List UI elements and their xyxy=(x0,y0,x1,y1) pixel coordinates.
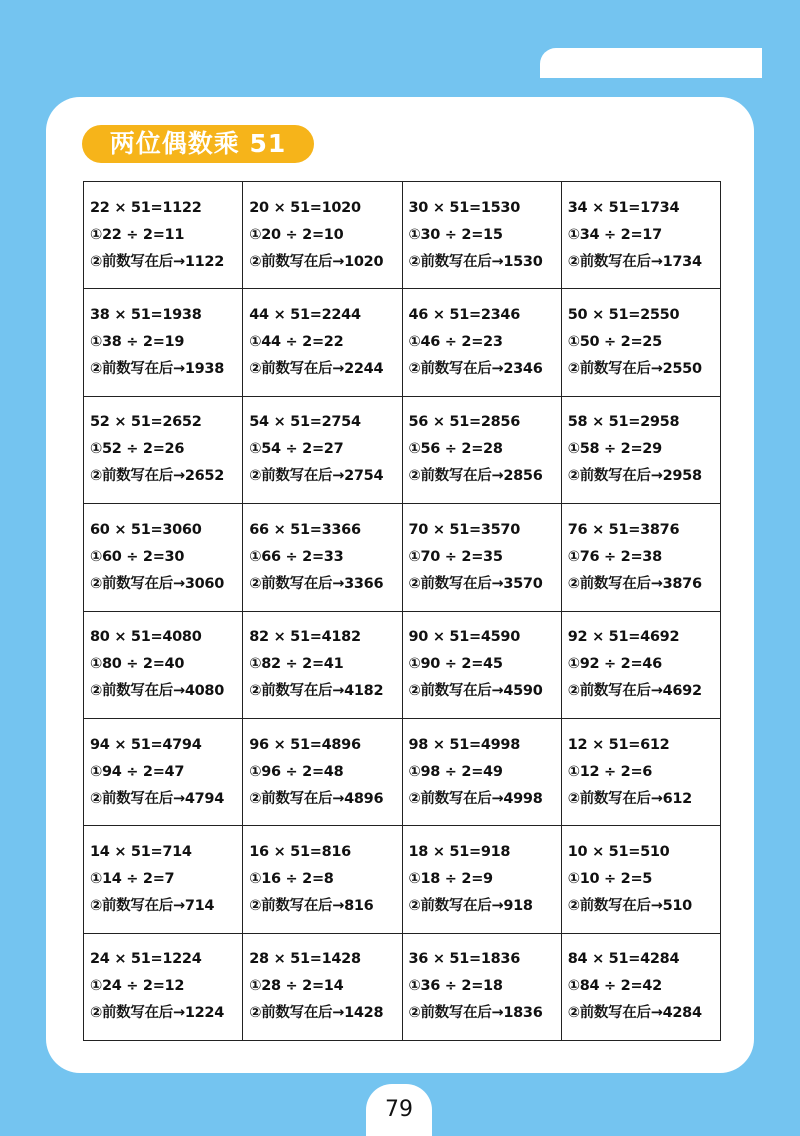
step-two-line: ②前数写在后→1224 xyxy=(90,1005,224,1022)
grid-row xyxy=(84,396,721,503)
page-number: 79 xyxy=(366,1084,432,1136)
step-one-line: ①66 ÷ 2=33 xyxy=(249,548,344,565)
step-one-line: ①46 ÷ 2=23 xyxy=(408,334,503,351)
step-two-line: ②前数写在后→4998 xyxy=(408,790,543,807)
step-one-line: ①44 ÷ 2=22 xyxy=(249,334,344,351)
top-tab-decoration xyxy=(540,48,762,78)
equation-line: 56 × 51=2856 xyxy=(408,414,521,431)
step-one-line: ①34 ÷ 2=17 xyxy=(567,226,662,243)
grid-cell xyxy=(243,396,402,503)
step-two-line: ②前数写在后→4692 xyxy=(567,683,702,700)
equation-line: 66 × 51=3366 xyxy=(249,521,361,538)
equation-line: 52 × 51=2652 xyxy=(90,414,202,431)
step-one-line: ①60 ÷ 2=30 xyxy=(90,548,185,565)
equation-line: 50 × 51=2550 xyxy=(567,307,680,324)
grid-cell xyxy=(561,182,720,289)
step-one-line: ①82 ÷ 2=41 xyxy=(249,656,344,673)
grid-cell xyxy=(243,182,402,289)
step-two-line: ②前数写在后→1122 xyxy=(90,253,224,270)
step-one-line: ①84 ÷ 2=42 xyxy=(567,978,662,995)
step-two-line: ②前数写在后→2550 xyxy=(567,361,702,378)
step-two-line: ②前数写在后→510 xyxy=(567,897,692,914)
step-two-line: ②前数写在后→612 xyxy=(567,790,692,807)
grid-cell xyxy=(84,826,243,933)
step-one-line: ①20 ÷ 2=10 xyxy=(249,226,344,243)
step-one-line: ①14 ÷ 2=7 xyxy=(90,870,175,887)
step-two-line: ②前数写在后→2244 xyxy=(249,361,384,378)
equation-line: 96 × 51=4896 xyxy=(249,736,361,753)
step-two-line: ②前数写在后→3060 xyxy=(90,575,224,592)
grid-cell xyxy=(243,933,402,1040)
grid-cell xyxy=(84,182,243,289)
step-two-line: ②前数写在后→1836 xyxy=(408,1005,543,1022)
grid-cell xyxy=(402,933,561,1040)
step-two-line: ②前数写在后→1020 xyxy=(249,253,384,270)
grid-cell xyxy=(402,826,561,933)
step-one-line: ①30 ÷ 2=15 xyxy=(408,226,503,243)
equation-line: 16 × 51=816 xyxy=(249,843,351,860)
step-one-line: ①90 ÷ 2=45 xyxy=(408,656,503,673)
grid-cell xyxy=(561,396,720,503)
grid-cell xyxy=(402,504,561,611)
step-two-line: ②前数写在后→4284 xyxy=(567,1005,702,1022)
grid-cell xyxy=(84,396,243,503)
equation-line: 60 × 51=3060 xyxy=(90,521,202,538)
step-one-line: ①94 ÷ 2=47 xyxy=(90,763,185,780)
step-two-line: ②前数写在后→918 xyxy=(408,897,533,914)
step-two-line: ②前数写在后→1428 xyxy=(249,1005,384,1022)
equation-line: 46 × 51=2346 xyxy=(408,307,521,324)
equation-line: 82 × 51=4182 xyxy=(249,629,361,646)
step-one-line: ①22 ÷ 2=11 xyxy=(90,226,185,243)
step-two-line: ②前数写在后→2856 xyxy=(408,468,543,485)
step-two-line: ②前数写在后→714 xyxy=(90,897,215,914)
step-one-line: ①52 ÷ 2=26 xyxy=(90,441,185,458)
grid-cell xyxy=(561,718,720,825)
equation-line: 18 × 51=918 xyxy=(408,843,511,860)
grid-cell xyxy=(84,289,243,396)
equation-line: 76 × 51=3876 xyxy=(567,521,680,538)
equation-line: 34 × 51=1734 xyxy=(567,199,680,216)
step-one-line: ①92 ÷ 2=46 xyxy=(567,656,662,673)
grid-row xyxy=(84,718,721,825)
step-one-line: ①18 ÷ 2=9 xyxy=(408,870,493,887)
grid-cell xyxy=(243,504,402,611)
grid-cell xyxy=(402,611,561,718)
equation-line: 94 × 51=4794 xyxy=(90,736,202,753)
step-one-line: ①96 ÷ 2=48 xyxy=(249,763,344,780)
grid-cell xyxy=(84,718,243,825)
step-one-line: ①28 ÷ 2=14 xyxy=(249,978,344,995)
step-two-line: ②前数写在后→3570 xyxy=(408,575,543,592)
equation-line: 54 × 51=2754 xyxy=(249,414,361,431)
step-one-line: ①10 ÷ 2=5 xyxy=(567,870,653,887)
grid-cell xyxy=(243,718,402,825)
grid-cell xyxy=(243,289,402,396)
grid-row xyxy=(84,182,721,289)
grid-cell xyxy=(84,933,243,1040)
step-two-line: ②前数写在后→4590 xyxy=(408,683,543,700)
equation-line: 90 × 51=4590 xyxy=(408,629,521,646)
step-two-line: ②前数写在后→4182 xyxy=(249,683,384,700)
page-title: 两位偶数乘 51 xyxy=(82,125,314,163)
grid-cell xyxy=(84,611,243,718)
step-two-line: ②前数写在后→2652 xyxy=(90,468,224,485)
equation-line: 84 × 51=4284 xyxy=(567,951,680,968)
equation-line: 10 × 51=510 xyxy=(567,843,670,860)
step-two-line: ②前数写在后→816 xyxy=(249,897,374,914)
grid-cell xyxy=(561,933,720,1040)
grid-cell xyxy=(84,504,243,611)
equation-line: 70 × 51=3570 xyxy=(408,521,521,538)
step-one-line: ①50 ÷ 2=25 xyxy=(567,334,662,351)
step-one-line: ①98 ÷ 2=49 xyxy=(408,763,503,780)
step-one-line: ①38 ÷ 2=19 xyxy=(90,334,185,351)
step-two-line: ②前数写在后→2958 xyxy=(567,468,702,485)
equation-line: 14 × 51=714 xyxy=(90,843,192,860)
grid-cell xyxy=(402,396,561,503)
equation-line: 24 × 51=1224 xyxy=(90,951,202,968)
step-two-line: ②前数写在后→2754 xyxy=(249,468,384,485)
step-one-line: ①36 ÷ 2=18 xyxy=(408,978,503,995)
grid-row xyxy=(84,289,721,396)
grid-cell xyxy=(561,826,720,933)
equation-line: 58 × 51=2958 xyxy=(567,414,680,431)
equation-line: 12 × 51=612 xyxy=(567,736,670,753)
grid-row xyxy=(84,933,721,1040)
equation-line: 20 × 51=1020 xyxy=(249,199,361,216)
grid-row xyxy=(84,504,721,611)
grid-row xyxy=(84,611,721,718)
grid-cell xyxy=(402,718,561,825)
equation-line: 44 × 51=2244 xyxy=(249,307,361,324)
equation-line: 28 × 51=1428 xyxy=(249,951,361,968)
step-two-line: ②前数写在后→3366 xyxy=(249,575,384,592)
step-one-line: ①16 ÷ 2=8 xyxy=(249,870,334,887)
grid-cell xyxy=(561,504,720,611)
equation-line: 30 × 51=1530 xyxy=(408,199,521,216)
step-one-line: ①76 ÷ 2=38 xyxy=(567,548,662,565)
grid-cell xyxy=(561,611,720,718)
equation-line: 38 × 51=1938 xyxy=(90,307,202,324)
step-two-line: ②前数写在后→4794 xyxy=(90,790,224,807)
step-two-line: ②前数写在后→1938 xyxy=(90,361,224,378)
step-two-line: ②前数写在后→4896 xyxy=(249,790,384,807)
step-one-line: ①58 ÷ 2=29 xyxy=(567,441,662,458)
step-two-line: ②前数写在后→1734 xyxy=(567,253,702,270)
step-one-line: ①54 ÷ 2=27 xyxy=(249,441,344,458)
step-one-line: ①24 ÷ 2=12 xyxy=(90,978,185,995)
step-two-line: ②前数写在后→4080 xyxy=(90,683,224,700)
grid-cell xyxy=(243,826,402,933)
grid-cell xyxy=(402,182,561,289)
grid-cell xyxy=(561,289,720,396)
step-one-line: ①80 ÷ 2=40 xyxy=(90,656,185,673)
step-two-line: ②前数写在后→1530 xyxy=(408,253,543,270)
step-two-line: ②前数写在后→3876 xyxy=(567,575,702,592)
equation-line: 98 × 51=4998 xyxy=(408,736,521,753)
step-two-line: ②前数写在后→2346 xyxy=(408,361,543,378)
step-one-line: ①12 ÷ 2=6 xyxy=(567,763,653,780)
equation-line: 80 × 51=4080 xyxy=(90,629,202,646)
grid-row xyxy=(84,826,721,933)
practice-grid xyxy=(83,181,721,1041)
equation-line: 22 × 51=1122 xyxy=(90,199,202,216)
grid-cell xyxy=(402,289,561,396)
equation-line: 92 × 51=4692 xyxy=(567,629,680,646)
equation-line: 36 × 51=1836 xyxy=(408,951,521,968)
step-one-line: ①56 ÷ 2=28 xyxy=(408,441,503,458)
grid-cell xyxy=(243,611,402,718)
step-one-line: ①70 ÷ 2=35 xyxy=(408,548,503,565)
